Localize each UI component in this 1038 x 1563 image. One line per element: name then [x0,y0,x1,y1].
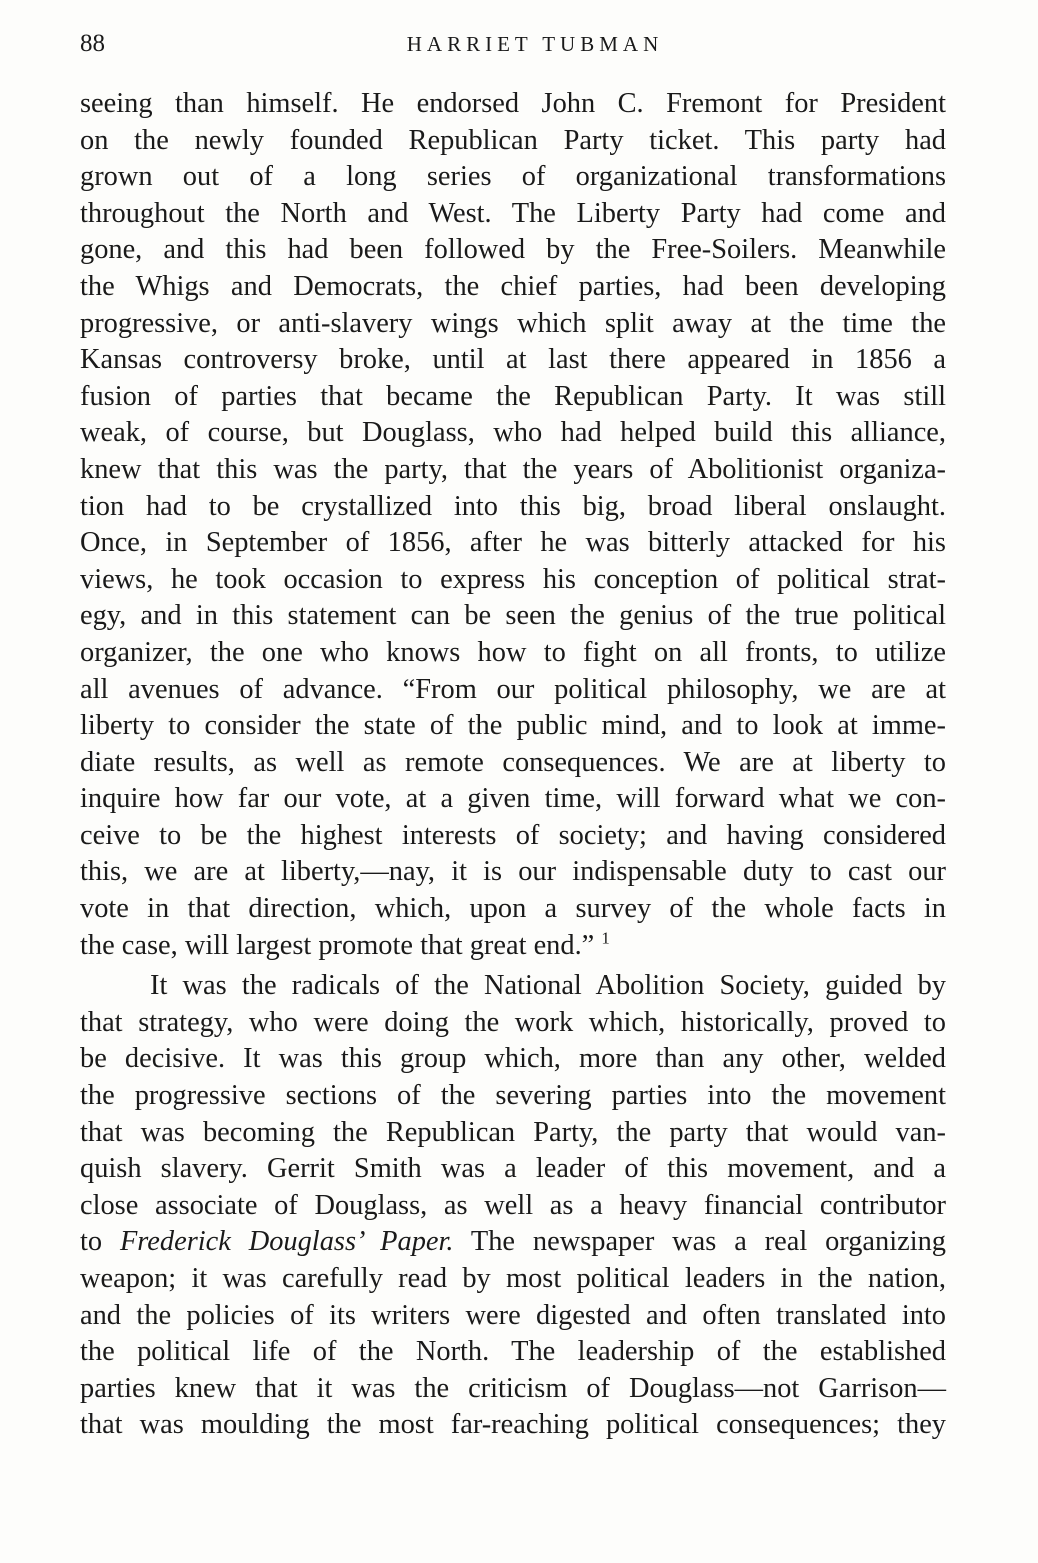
text-line: quish slavery. Gerrit Smith was a leader of this movement, and a [80,1153,946,1185]
text-line: liberty to consider the state of the public mind, and to look at imme- [80,710,946,742]
text-line: knew that this was the party, that the years of Abolitionist organiza- [80,453,946,485]
text-line: and the policies of its writers were digested and often translated into [80,1299,946,1331]
paragraph-1 [80,86,946,964]
text-line: close associate of Douglass, as well as a heavy financial contributor [80,1189,946,1221]
text-line: gone, and this had been followed by the Free-Soilers. Meanwhile [80,234,946,266]
text-line: progressive, or anti-slavery wings which split away at the time the [80,307,946,339]
quote-ending: the case, will largest promote that great end.” [80,929,595,961]
text-line: parties knew that it was the criticism of Douglass—not Garrison— [80,1372,946,1404]
paragraph-2 [80,968,946,1444]
text-line: weak, of course, but Douglass, who had helped build this alliance, [80,417,946,449]
text-line: that strategy, who were doing the work which, historically, proved to [80,1006,946,1038]
text-line: Kansas controversy broke, until at last there appeared in 1856 a [80,344,946,376]
text-fragment: The newspaper was a real organizing [453,1226,946,1258]
text-line: views, he took occasion to express his conception of political strat- [80,563,946,595]
text-line: the progressive sections of the severing parties into the movement [80,1080,946,1112]
text-fragment: to [80,1226,120,1258]
text-line: ceive to be the highest interests of society; and having considered [80,819,946,851]
page-body [80,86,946,1444]
text-line: all avenues of advance. “From our political philosophy, we are at [80,673,946,705]
text-line: weapon; it was carefully read by most political leaders in the nation, [80,1263,946,1294]
page-header [80,26,960,62]
text-line: throughout the North and West. The Liberty Party had come and [80,197,946,229]
text-line: the political life of the North. The leadership of the established [80,1336,946,1368]
text-line: fusion of parties that became the Republican Party. It was still [80,380,946,412]
text-line: Once, in September of 1856, after he was bitterly attacked for his [80,527,946,559]
running-title: HARRIET TUBMAN [406,32,664,56]
newspaper-title: Frederick Douglass’ Paper. [119,1226,454,1258]
text-line-last [80,928,946,965]
text-line: the Whigs and Democrats, the chief parties, had been developing [80,270,946,302]
text-line: seeing than himself. He endorsed John C. Fremont for President [80,88,946,119]
text-line: on the newly founded Republican Party ticket. This party had [80,124,946,156]
text-line-with-title [80,1224,946,1261]
footnote-marker[interactable]: 1 [601,928,610,948]
text-line: tion had to be crystallized into this big, broad liberal onslaught. [80,490,946,522]
text-line: that was becoming the Republican Party, the party that would van- [80,1116,946,1148]
text-line: inquire how far our vote, at a given time, will forward what we con- [80,783,946,815]
text-line: grown out of a long series of organizational transformations [80,161,946,193]
text-line: It was the radicals of the National Abolition Society, guided by [150,970,946,1002]
text-line: egy, and in this statement can be seen the genius of the true political [80,600,946,632]
text-line: diate results, as well as remote consequences. We are at liberty to [80,746,946,778]
text-line: vote in that direction, which, upon a survey of the whole facts in [80,893,946,925]
text-line: that was moulding the most far-reaching political consequences; they [80,1409,946,1441]
text-line: this, we are at liberty,—nay, it is our indispensable duty to cast our [80,856,946,888]
page-number: 88 [80,30,105,57]
text-line: organizer, the one who knows how to fight on all fronts, to utilize [80,636,946,668]
text-line: be decisive. It was this group which, more than any other, welded [80,1043,946,1075]
